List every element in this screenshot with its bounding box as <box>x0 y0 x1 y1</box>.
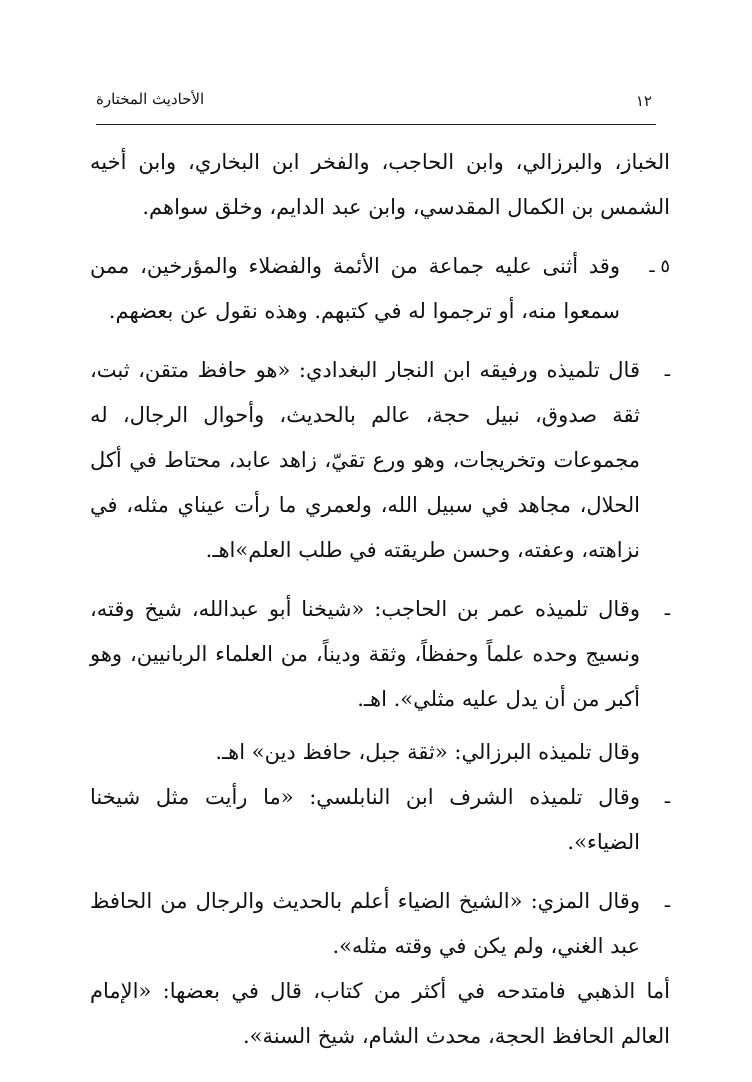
paragraph-praise-intro: وقد أثنى عليه جماعة من الأئمة والفضلاء والمؤرخين، ممن سمعوا منه، أو ترجموا له في كتبهم. وهذه نقول عن بعضهم. <box>90 254 620 323</box>
quote-ibn-hajib <box>90 587 670 722</box>
paragraph-dhahabi: أما الذهبي فامتدحه في أكثر من كتاب، قال في بعضها: «الإمام العالم الحافظ الحجة، محدث الشام، شيخ السنة». <box>90 979 670 1048</box>
quote-marker: ـ <box>664 360 670 381</box>
quote-ibn-najjar <box>90 348 670 573</box>
page-number: ١٢ <box>635 92 652 110</box>
quote-marker: ـ <box>664 787 670 808</box>
quote-birzali: وقال تلميذه البرزالي: «ثقة جبل، حافظ دين» اهـ. <box>215 740 640 764</box>
quote-text: وقال المزي: «الشيخ الضياء أعلم بالحديث والرجال من الحافظ عبد الغني، ولم يكن في وقته مثله». <box>90 889 640 958</box>
quote-nabulsi <box>90 775 670 865</box>
quote-marker: ـ <box>664 599 670 620</box>
quote-marker: ـ <box>664 891 670 912</box>
section-number: ٥ ـ <box>649 256 670 277</box>
quote-text: وقال تلميذه الشرف ابن النابلسي: «ما رأيت مثل شيخنا الضياء». <box>90 785 640 854</box>
paragraph-teachers: الخباز، والبرزالي، وابن الحاجب، والفخر ابن البخاري، وابن أخيه الشمس بن الكمال المقدسي، وابن عبد الدايم، وخلق سواهم. <box>90 150 670 219</box>
quote-text: وقال تلميذه عمر بن الحاجب: «شيخنا أبو عبدالله، شيخ وقته، ونسيج وحده علماً وحفظاً، وثقة وديناً، من العلماء الربانيين، وهو أكبر من أن يدل عليه مثلي». اهـ. <box>90 597 640 711</box>
quote-mizzi <box>90 879 670 969</box>
page-body <box>90 140 670 1059</box>
page-header <box>96 72 652 116</box>
header-rule <box>96 124 656 125</box>
section-praise <box>90 244 670 334</box>
quote-text: قال تلميذه ورفيقه ابن النجار البغدادي: «هو حافظ متقن، ثبت، ثقة صدوق، نبيل حجة، عالم بالحديث، وأحوال الرجال، له مجموعات وتخريجات، وهو ورع تقيّ، زاهد عابد، محتاط في أكل الحلال، مجاهد في سبيل الله، ولعمري ما رأت عيناي مثله، في نزاهته، وعفته، وحسن طريقته في طلب العلم»اهـ. <box>90 358 640 562</box>
running-title: الأحاديث المختارة <box>96 90 205 108</box>
